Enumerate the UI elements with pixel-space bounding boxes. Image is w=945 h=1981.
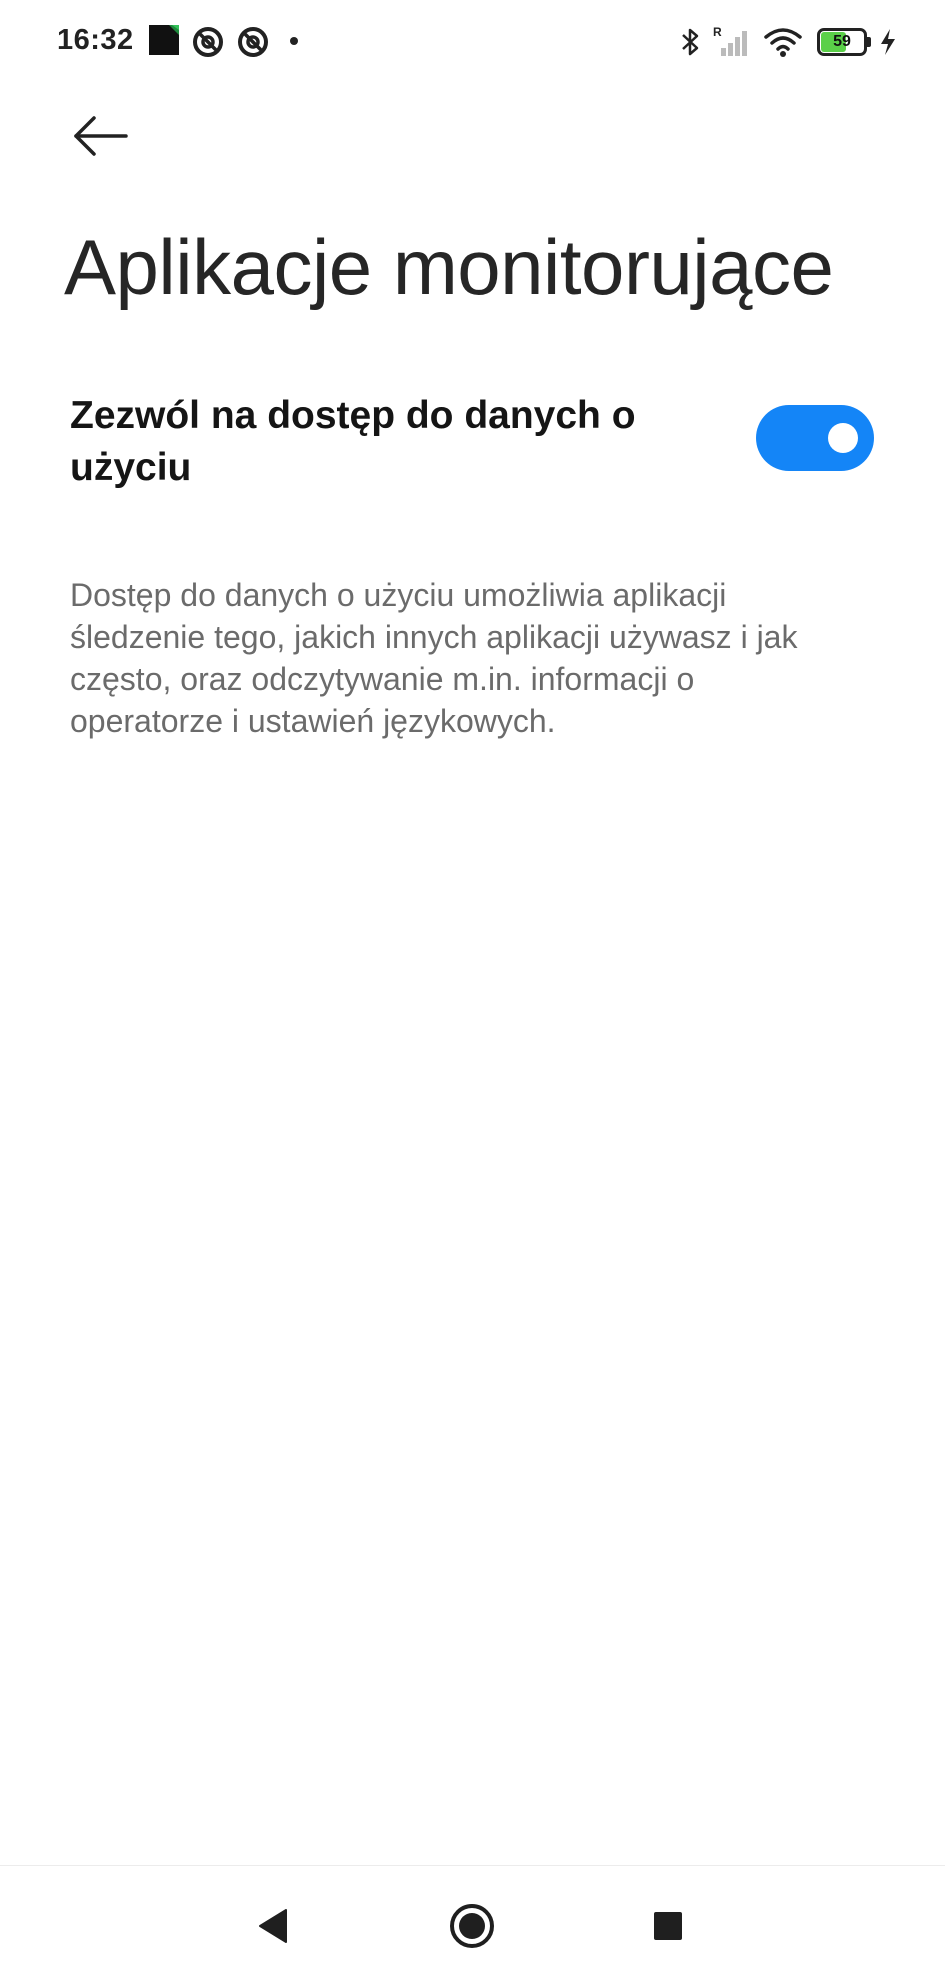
status-time: 16:32 — [57, 24, 134, 56]
charging-icon — [878, 26, 898, 58]
wifi-icon — [763, 26, 803, 58]
arrow-left-icon — [76, 118, 126, 154]
status-bar — [0, 0, 945, 84]
signal-roaming-icon — [713, 24, 753, 58]
home-circle-icon — [452, 1906, 492, 1946]
back-triangle-icon — [260, 1910, 286, 1942]
toggle-knob — [828, 423, 858, 453]
nav-home-button[interactable] — [442, 1896, 502, 1956]
page-title: Aplikacje monitorujące — [64, 223, 834, 311]
setting-label: Zezwól na dostęp do danych o użyciu — [70, 394, 636, 489]
dot-icon — [290, 37, 298, 45]
roaming-label: R — [713, 25, 722, 39]
battery-icon — [817, 28, 871, 56]
usage-access-setting[interactable] — [70, 382, 880, 512]
back-button[interactable] — [62, 108, 142, 168]
nav-back-button[interactable] — [244, 1896, 304, 1956]
notification-icon — [192, 26, 224, 58]
usage-access-toggle[interactable] — [756, 405, 874, 471]
battery-level: 59 — [833, 33, 851, 50]
navigation-bar — [0, 1866, 945, 1981]
bluetooth-icon — [680, 26, 702, 58]
app-square-icon — [148, 24, 180, 56]
nav-recents-button[interactable] — [638, 1896, 698, 1956]
notification-icon — [237, 26, 269, 58]
setting-description: Dostęp do danych o użyciu umożliwia aplikacji śledzenie tego, jakich innych aplikacji używasz i jak często, oraz odczytywanie m.in. informacji o operatorze i ustawień językowych. — [70, 577, 798, 739]
recents-square-icon — [654, 1912, 682, 1940]
